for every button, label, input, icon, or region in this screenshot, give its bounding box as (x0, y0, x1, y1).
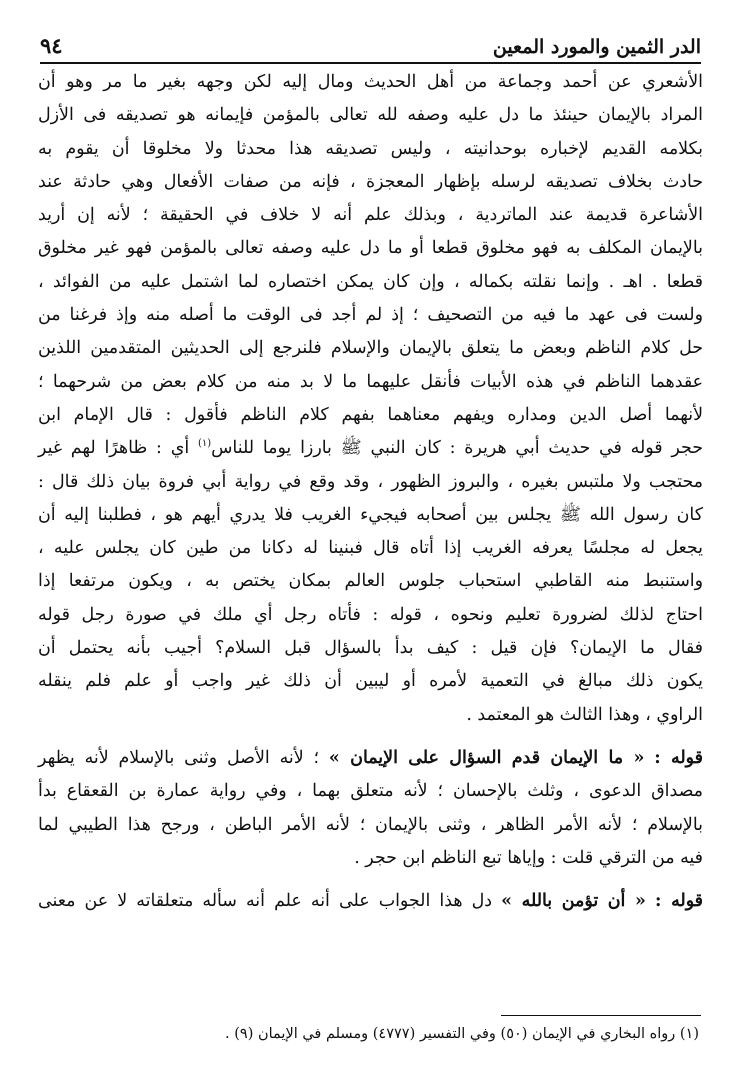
body-text (38, 66, 703, 918)
footnote: (١) رواه البخاري في الإيمان (٥٠) وفي التفسير (٤٧٧٧) ومسلم في الإيمان (٩) . (225, 1026, 699, 1042)
page-number: ٩٤ (40, 33, 63, 58)
paragraph-gap (38, 732, 703, 742)
text-line (38, 885, 703, 918)
lead-word: قوله : (655, 891, 703, 912)
text-line: قطعا . اهـ . وإنما نقلته بكماله ، وإن كان يمكن اختصاره لما اشتمل عليه من الفوائد ، (38, 271, 703, 292)
text-line: لأنهما أصل الدين ومداره ويفهم معناهما بفهم كلام الناظم فأقول : قال الإمام ابن (38, 404, 703, 425)
text-line: مصداق الدعوى ، وثلث بالإحسان ؛ لأنه متعلق بهما ، وفي رواية عمارة بن القعقاع بدأ (38, 781, 703, 802)
page-header (40, 28, 701, 64)
text-line: المراد بالإيمان حينئذ ما دل عليه وصفه لله تعالى بالمؤمن فإيمانه هو تصديقه فى الأزل (38, 105, 703, 126)
text-line: بالإسلام ؛ لأنه الأمر الظاهر ، وثنى بالإيمان ؛ لأنه الأمر الباطن ، ورجح هذا الطيبي لما (38, 814, 703, 835)
footnote-divider (501, 1015, 701, 1016)
text-line: احتاج لذلك لضرورة تعليم ونحوه ، قوله : فأتاه رجل أي ملك في صورة رجل قوله (38, 604, 703, 625)
text-line (38, 432, 703, 465)
text-line: واستنبط منه القاطبي استحباب جلوس العالم بمكان يختص به ، ويكون مرتفعا إذا (38, 571, 703, 592)
text-line-part: ؛ لأنه الأصل وثنى بالإسلام لأنه يظهر (38, 747, 320, 768)
paragraph-3 (38, 885, 703, 918)
paragraph-2 (38, 742, 703, 875)
text-line: حادث بخلاف تصديقه لرسله بإظهار المعجزة ، فإنه من صفات الأفعال وهي حادثة عند (38, 171, 703, 192)
text-line: حل كلام الناظم وبعض ما يتعلق بالإيمان والإسلام فلنرجع إلى الحديثين المتقدمين اللذين (38, 338, 703, 359)
hadith-quote: « ما الإيمان قدم السؤال على الإيمان » (328, 747, 645, 768)
text-line: فيه من الترقي قلت : وإياها تبع الناظم ابن حجر . (354, 847, 703, 868)
text-line: ولست فى عهد ما فيه من التصحيف ؛ إذ لم أجد فى الوقت ما أصله منه وإذ فرغنا من (38, 305, 703, 326)
lead-word: قوله : (654, 747, 703, 768)
paragraph-gap (38, 875, 703, 885)
text-line: بالإيمان المكلف به فهو مخلوق قطعا أو ما دل عليه وصفه تعالى بالمؤمن فهو غير مخلوق (38, 238, 703, 259)
text-line: بكلامه القديم لإخباره بوحدانيته ، وليس تصديقه هذا محدثا ولا مخلوقا أن يقوم به (38, 138, 703, 159)
hadith-quote: « أن تؤمن بالله » (501, 891, 646, 912)
footnote-marker: (١) (197, 438, 212, 450)
text-line-part: دل هذا الجواب على أنه علم أنه سأله متعلقاته لا عن معنى (38, 891, 493, 912)
text-line: محتجب ولا ملتبس بغيره ، والبروز الظهور ، وقد وقع في رواية أبي فروة بيان ذلك قال : (38, 471, 703, 492)
text-line-part: أي : ظاهرًا لهم غير (38, 438, 190, 459)
text-line: الأشاعرة قديمة عند الماتردية ، وبذلك علم أنه لا خلاف في الحقيقة ؛ لأنه إن أريد (38, 205, 703, 226)
text-line: يجعل له مجلسًا يعرفه الغريب إذا أتاه قال فبنينا له دكانا من طين كان يجلس عليه ، (38, 538, 703, 559)
paragraph-1 (38, 66, 703, 732)
text-line: عقدهما الناظم في هذه الأبيات فأنقل عليهما ما لا بد منه من كلام بعض من شرحهما ؛ (38, 371, 703, 392)
text-line: الراوي ، وهذا الثالث هو المعتمد . (466, 704, 703, 725)
text-line: فقال ما الإيمان؟ فإن قيل : كيف بدأ بالسؤال قبل السلام؟ أجيب بأنه يحتمل أن (38, 638, 703, 659)
running-title: الدر الثمين والمورد المعين (492, 36, 701, 58)
text-line (38, 742, 703, 775)
text-line: الأشعري عن أحمد وجماعة من أهل الحديث ومال إليه لكن وجهه بغير ما مر وهو أن (38, 72, 703, 92)
text-line: يكون ذلك مبالغ في التعمية لأمره أو ليبين أن ذلك غير واجب أو علم فلم ينقله (38, 671, 703, 692)
text-line-part: حجر قوله في حديث أبي هريرة : كان النبي ﷺ بارزا يوما للناس (211, 438, 703, 459)
text-line: كان رسول الله ﷺ يجلس بين أصحابه فيجيء الغريب فلا يدري أيهم هو ، فطلبنا إليه أن (38, 504, 703, 525)
